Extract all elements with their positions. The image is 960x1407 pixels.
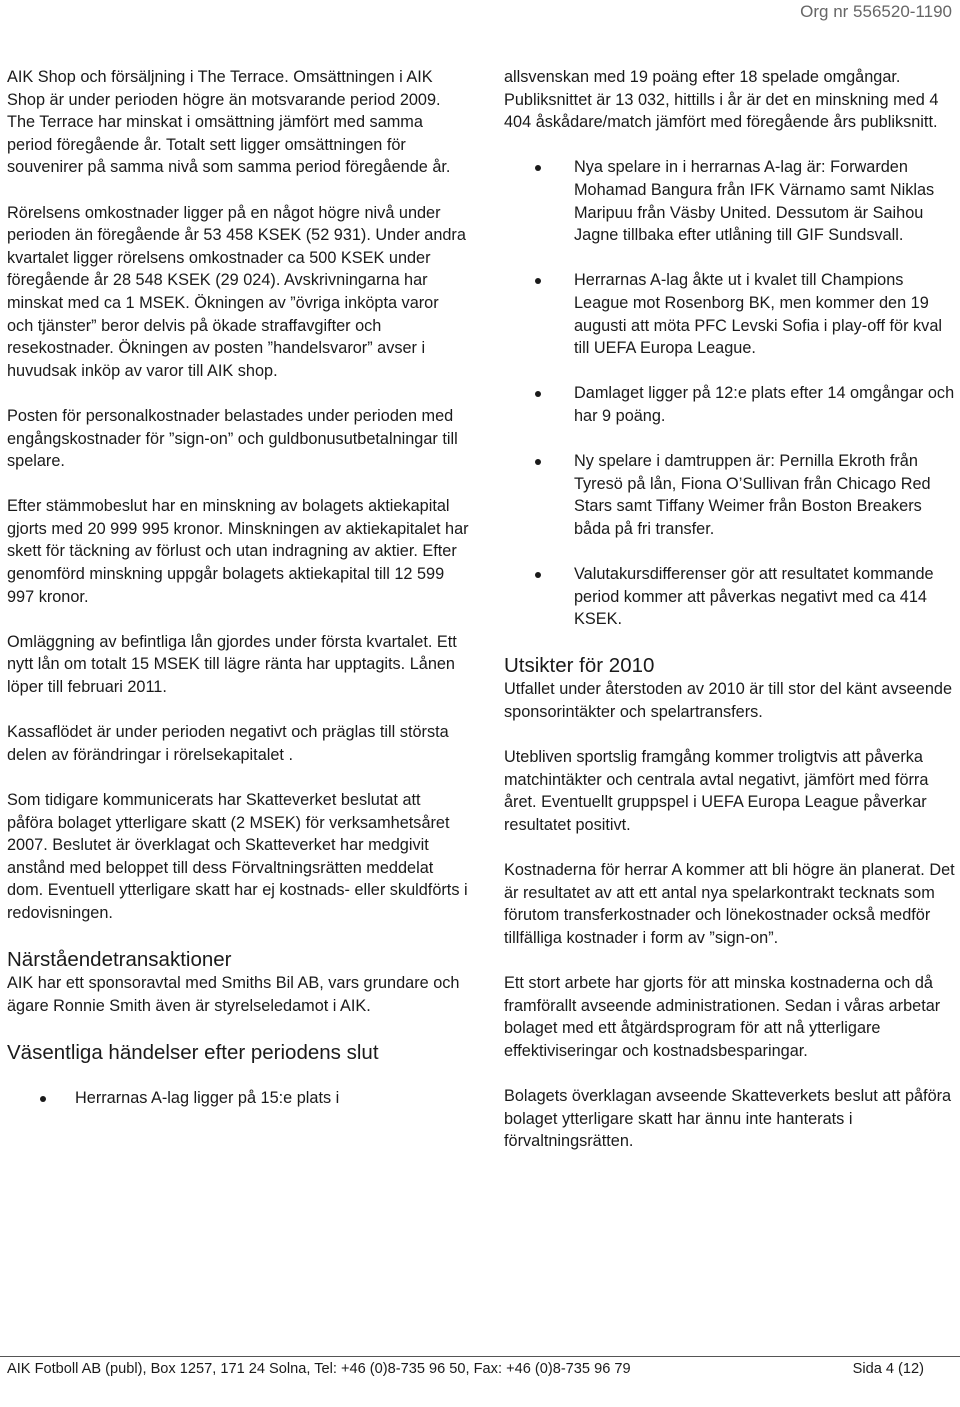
paragraph-personnel-costs: Posten för personalkostnader belastades under perioden med engångskostnader för ”sign-on” och guldbonusutbetalningar till spelare.	[7, 406, 458, 471]
list-item	[504, 563, 956, 631]
events-list-left	[7, 1087, 469, 1110]
footer-address: AIK Fotboll AB (publ), Box 1257, 171 24 Solna, Tel: +46 (0)8-735 96 50, Fax: +46 (0)8-735 96 79	[7, 1361, 631, 1377]
heading-outlook: Utsikter för 2010	[504, 654, 655, 678]
list-item	[7, 1087, 469, 1110]
left-column	[7, 66, 469, 1132]
heading-related-party: Närståendetransaktioner	[7, 948, 232, 972]
footer-divider	[0, 1356, 960, 1357]
heading-subsequent-events: Väsentliga händelser efter periodens slut	[7, 1040, 379, 1064]
paragraph-tax: Som tidigare kommunicerats har Skatteverket beslutat att påföra bolaget ytterligare skatt (2 MSEK) för verksamhetsåret 2007. Beslutet är överklagat och Skatteverket har medgivit anstånd med beloppet till dess Förvaltningsrätten meddelat dom. Eventuell ytterligare skatt har ej kostnads- eller skuldförts i redovisningen.	[7, 791, 468, 922]
events-list-right	[504, 156, 956, 630]
right-column	[504, 66, 956, 1176]
bullet-icon	[40, 1096, 46, 1102]
list-item-text: Herrarnas A-lag åkte ut i kvalet till Champions League mot Rosenborg BK, men kommer den 19 augusti att möta PFC Levski Sofia i play-off för kval till UEFA Europa League.	[574, 271, 942, 358]
list-item	[504, 450, 956, 540]
list-item-text: Herrarnas A-lag ligger på 15:e plats i	[75, 1088, 340, 1107]
paragraph-aik-shop: AIK Shop och försäljning i The Terrace. Omsättningen i AIK Shop är under perioden högre än motsvarande period 2009. The Terrace har minskat i omsättning jämfört med samma period föregående år. Totalt sett ligger omsättningen för souvenirer på samma nivå som samma period föregående år.	[7, 68, 451, 177]
bullet-icon	[535, 459, 541, 465]
list-item-text: Ny spelare i damtruppen är: Pernilla Ekroth från Tyresö på lån, Fiona O’Sullivan från Chicago Red Stars samt Tiffany Weimer från Boston Breakers båda på fri transfer.	[574, 452, 931, 538]
page-footer	[7, 1361, 924, 1377]
list-item	[504, 382, 956, 427]
list-item-text: Valutakursdifferenser gör att resultatet kommande period kommer att påverkas negativt med ca 414 KSEK.	[574, 565, 934, 629]
paragraph-share-capital: Efter stämmobeslut har en minskning av bolagets aktiekapital gjorts med 20 999 995 kronor. Minskningen av aktiekapitalet har skett för täckning av förlust och utan indragning av aktier. Efter genomförd minskning uppgår bolagets aktiekapital till 12 599 997 kronor.	[7, 497, 469, 606]
list-item	[504, 156, 956, 246]
org-number: Org nr 556520-1190	[800, 2, 952, 21]
paragraph-outlook-3: Kostnaderna för herrar A kommer att bli högre än planerat. Det är resultatet av att ett antal nya spelarkontrakt tecknats som förutom transferkostnader och lönekostnader också medför tillfälliga kostnader i form av ”sign-on”.	[504, 861, 955, 947]
bullet-icon	[535, 278, 541, 284]
paragraph-outlook-2: Utebliven sportslig framgång kommer troligtvis att påverka matchintäkter och centrala avtal negativt, jämfört med förra året. Eventuellt gruppspel i UEFA Europa League påverkar resultatet positivt.	[504, 748, 929, 834]
list-item-text: Nya spelare in i herrarnas A-lag är: Forwarden Mohamad Bangura från IFK Värnamo samt Niklas Maripuu från Väsby United. Dessutom är Saihou Jagne tillbaka efter utlåning till GIF Sundsvall.	[574, 158, 935, 245]
bullet-icon	[535, 165, 541, 171]
bullet-icon	[535, 391, 541, 397]
paragraph-outlook-5: Bolagets överklagan avseende Skatteverkets beslut att påföra bolaget ytterligare skatt har ännu inte hanterats i förvaltningsrätten.	[504, 1087, 952, 1151]
list-item-continued: allsvenskan med 19 poäng efter 18 spelade omgångar. Publiksnittet är 13 032, hittills i år är det en minskning med 4 404 åskådare/match jämfört med föregående års publiksnitt.	[504, 68, 939, 132]
paragraph-related-party: AIK har ett sponsoravtal med Smiths Bil AB, vars grundare och ägare Ronnie Smith även är styrelseledamot i AIK.	[7, 974, 460, 1015]
paragraph-outlook-4: Ett stort arbete har gjorts för att minska kostnaderna och då framförallt avseende administrationen. Sedan i våras arbetar bolaget med ett åtgärdsprogram för att nå ytterligare effektiviseringar och kostnadsbesparingar.	[504, 974, 941, 1060]
page-number: Sida 4 (12)	[852, 1361, 924, 1377]
paragraph-outlook-1: Utfallet under återstoden av 2010 är till stor del känt avseende sponsorintäkter och spelartransfers.	[504, 680, 953, 722]
bullet-icon	[535, 572, 541, 578]
list-item-text: Damlaget ligger på 12:e plats efter 14 omgångar och har 9 poäng.	[574, 384, 955, 425]
paragraph-operating-costs: Rörelsens omkostnader ligger på en något högre nivå under perioden än föregående år 53 458 KSEK (52 931). Under andra kvartalet ligger rörelsens omkostnader ca 500 KSEK under föregående år 28 548 KSEK (29 024). Avskrivningarna har minskat med ca 1 MSEK. Ökningen av ”övriga inköpta varor och tjänster” beror delvis på ökade straffavgifter och resekostnader. Ökningen av posten ”handelsvaror” avser i huvudsak inköp av varor till AIK shop.	[7, 203, 466, 380]
paragraph-cash-flow: Kassaflödet är under perioden negativt och präglas till största delen av förändringar i rörelsekapitalet .	[7, 723, 449, 764]
paragraph-loans: Omläggning av befintliga lån gjordes under första kvartalet. Ett nytt lån om totalt 15 MSEK till lägre ränta har upptagits. Lånen löper till februari 2011.	[7, 632, 457, 697]
list-item	[504, 269, 956, 359]
